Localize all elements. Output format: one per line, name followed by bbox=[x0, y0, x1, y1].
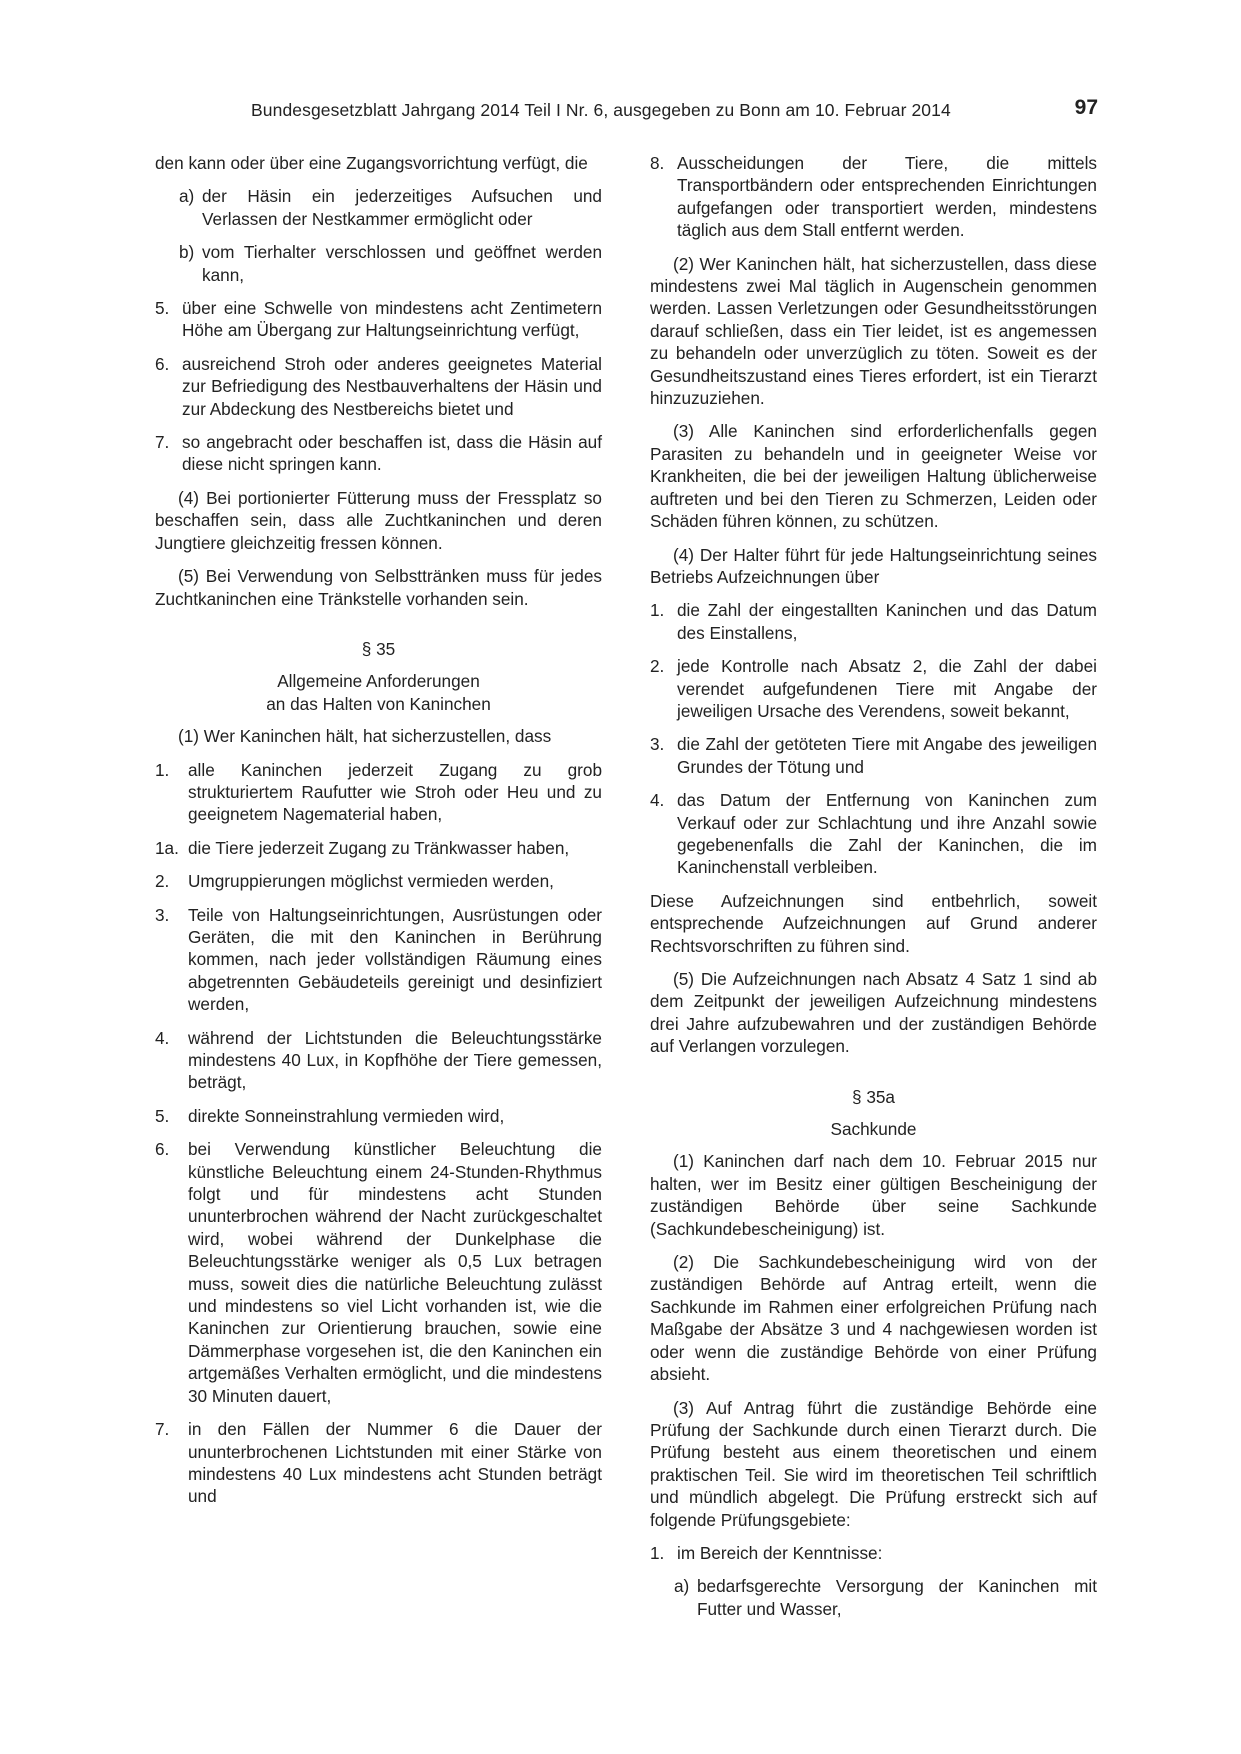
item-text: im Bereich der Kenntnisse: bbox=[677, 1542, 883, 1563]
item-number: 2. bbox=[650, 656, 665, 677]
item-number: 1. bbox=[650, 600, 665, 621]
item-text: über eine Schwelle von mindestens acht Zentimetern Höhe am Übergang zur Haltungseinrichtung verfügt, bbox=[182, 298, 602, 341]
section-number: § 35 bbox=[361, 638, 396, 659]
item-number: 1. bbox=[155, 759, 170, 780]
item-text: die Tiere jederzeit Zugang zu Tränkwasser haben, bbox=[188, 837, 570, 858]
item-text: bei Verwendung künstlicher Beleuchtung die künstliche Beleuchtung einem 24-Stunden-Rhythmus folgt und für mindestens acht Stunden ununterbrochen während der Nacht zurückgeschaltet wird, wobei während der Dunkelphase die Beleuchtungsstärke weniger als 0,5 Lux betragen muss, soweit dies die natürliche Beleuchtung zulässt und mindestens so viel Licht vorhanden ist, wie die Kaninchen zur Orientierung brauchen, sowie eine Dämmerphase vorgesehen ist, die den Kaninchen ein artgemäßes Verhalten ermöglicht, und die mindestens 30 Minuten dauert, bbox=[188, 1139, 602, 1406]
item-text: in den Fällen der Nummer 6 die Dauer der ununterbrochenen Lichtstunden mit einer Stärke von mindestens 40 Lux mindestens acht Stunden beträgt und bbox=[188, 1419, 602, 1507]
list-item bbox=[650, 152, 1097, 242]
item-number: 7. bbox=[155, 1419, 170, 1440]
item-text: das Datum der Entfernung von Kaninchen zum Verkauf oder zur Schlachtung und ihre Anzahl sowie gegebenenfalls die Zahl der Kaninchen, die im Kaninchenstall verbleiben. bbox=[677, 790, 1097, 878]
list-item bbox=[155, 353, 602, 420]
list-item bbox=[155, 759, 602, 826]
publication-title: Bundesgesetzblatt Jahrgang 2014 Teil I Nr. 6, ausgegeben zu Bonn am 10. Februar 2014 bbox=[251, 100, 951, 120]
item-text: Teile von Haltungseinrichtungen, Ausrüstungen oder Geräten, die mit den Kaninchen in Berührung kommen, nach jeder vollständigen Räumung eines abgetrennten Gebäudeteils gereinigt und desinfiziert werden, bbox=[188, 904, 602, 1015]
item-text: Ausscheidungen der Tiere, die mittels Transportbändern oder entsprechenden Einrichtungen aufgefangen oder transportiert werden, mindestens täglich aus dem Stall entfernt werden. bbox=[677, 153, 1097, 241]
page-number: 97 bbox=[1074, 96, 1098, 119]
left-column bbox=[155, 152, 602, 1519]
paragraph: (2) Wer Kaninchen hält, hat sicherzustellen, dass diese mindestens zwei Mal täglich in Augenschein genommen werden. Lassen Verletzungen oder Gesundheitsstörungen darauf schließen, dass ein Tier leidet, ist es angemessen zu behandeln oder unverzüglich zu töten. Soweit es der Gesundheitszustand eines Tieres erfordert, ist ein Tierarzt hinzuzuziehen. bbox=[650, 253, 1097, 409]
list-item bbox=[674, 1575, 1097, 1620]
item-number: 6. bbox=[155, 353, 170, 374]
item-number: 3. bbox=[155, 904, 170, 925]
list-item bbox=[155, 1138, 602, 1407]
page-header bbox=[0, 98, 1241, 126]
section-number: § 35a bbox=[851, 1086, 895, 1107]
list-item bbox=[650, 655, 1097, 722]
list-item bbox=[155, 904, 602, 1016]
item-number: 7. bbox=[155, 432, 170, 453]
paragraph: (4) Der Halter führt für jede Haltungseinrichtung seines Betriebs Aufzeichnungen über bbox=[650, 544, 1097, 587]
item-text: direkte Sonneinstrahlung vermieden wird, bbox=[188, 1105, 505, 1126]
list-item bbox=[155, 431, 602, 476]
item-number: b) bbox=[179, 242, 195, 263]
item-number: a) bbox=[674, 1576, 690, 1597]
item-text: die Zahl der eingestallten Kaninchen und das Datum des Einstallens, bbox=[677, 600, 1097, 643]
item-text: so angebracht oder beschaffen ist, dass die Häsin auf diese nicht springen kann. bbox=[182, 432, 602, 475]
item-number: 1a. bbox=[155, 837, 179, 858]
section-heading bbox=[155, 670, 602, 715]
item-number: a) bbox=[179, 186, 195, 207]
item-text: ausreichend Stroh oder anderes geeignetes Material zur Befriedigung des Nestbauverhaltens der Häsin und zur Abdeckung des Nestbereichs bietet und bbox=[182, 353, 602, 419]
item-number: 3. bbox=[650, 734, 665, 755]
paragraph: (5) Die Aufzeichnungen nach Absatz 4 Satz 1 sind ab dem Zeitpunkt der jeweiligen Aufzeichnung mindestens drei Jahre aufzubewahren und der zuständigen Behörde auf Verlangen vorzulegen. bbox=[650, 969, 1097, 1057]
list-item bbox=[179, 185, 602, 230]
item-number: 6. bbox=[155, 1139, 170, 1160]
item-number: 8. bbox=[650, 153, 665, 173]
paragraph: (4) Bei portionierter Fütterung muss der Fressplatz so beschaffen sein, dass alle Zuchtkaninchen und deren Jungtiere gleichzeitig fressen können. bbox=[155, 487, 602, 553]
item-text: während der Lichtstunden die Beleuchtungsstärke mindestens 40 Lux, in Kopfhöhe der Tiere gemessen, beträgt, bbox=[188, 1027, 602, 1093]
item-text: die Zahl der getöteten Tiere mit Angabe des jeweiligen Grundes der Tötung und bbox=[677, 734, 1097, 777]
list-item bbox=[155, 297, 602, 342]
list-item bbox=[650, 733, 1097, 778]
continuation-text: den kann oder über eine Zugangsvorrichtung verfügt, die bbox=[155, 153, 588, 173]
item-text: jede Kontrolle nach Absatz 2, die Zahl der dabei verendet aufgefundenen Tiere mit Angabe der jeweiligen Ursache des Verendens, soweit bekannt, bbox=[677, 656, 1097, 721]
list-item bbox=[650, 1542, 1097, 1564]
item-text: alle Kaninchen jederzeit Zugang zu grob strukturiertem Raufutter wie Stroh oder Heu und zu geeignetem Nagematerial haben, bbox=[188, 759, 602, 825]
right-column bbox=[650, 152, 1097, 1631]
item-text: der Häsin ein jederzeitiges Aufsuchen und Verlassen der Nestkammer ermöglicht oder bbox=[202, 186, 602, 229]
list-item bbox=[155, 1027, 602, 1094]
paragraph: (5) Bei Verwendung von Selbsttränken muss für jedes Zuchtkaninchen eine Tränkstelle vorhanden sein. bbox=[155, 566, 602, 609]
section-heading: Sachkunde bbox=[830, 1119, 917, 1140]
item-number: 4. bbox=[650, 790, 665, 811]
item-number: 4. bbox=[155, 1027, 170, 1048]
section-heading-line: Allgemeine Anforderungen bbox=[277, 671, 480, 692]
paragraph: (3) Auf Antrag führt die zuständige Behörde eine Prüfung der Sachkunde durch einen Tierarzt durch. Die Prüfung besteht aus einem theoretischen und einem praktischen Teil. Sie wird im theoretischen Teil schriftlich und mündlich abgelegt. Die Prüfung erstreckt sich auf folgende Prüfungsgebiete: bbox=[650, 1397, 1097, 1530]
paragraph: Diese Aufzeichnungen sind entbehrlich, soweit entsprechende Aufzeichnungen auf Grund anderer Rechtsvorschriften zu führen sind. bbox=[650, 890, 1097, 956]
item-number: 1. bbox=[650, 1542, 665, 1563]
paragraph: (3) Alle Kaninchen sind erforderlichenfalls gegen Parasiten zu behandeln und in geeigneter Weise vor Krankheiten, die bei der jeweiligen Haltung üblicherweise auftreten und bei den Tieren zu Schmerzen, Leiden oder Schäden führen können, zu schützen. bbox=[650, 421, 1097, 532]
list-item bbox=[179, 241, 602, 286]
list-item bbox=[155, 837, 602, 859]
paragraph: (2) Die Sachkundebescheinigung wird von der zuständigen Behörde auf Antrag erteilt, wenn die Sachkunde im Rahmen einer erfolgreichen Prüfung nach Maßgabe der Absätze 3 und 4 nachgewiesen worden ist oder wenn die zuständige Behörde von einer Prüfung absieht. bbox=[650, 1252, 1097, 1385]
list-item bbox=[155, 1418, 602, 1508]
item-number: 5. bbox=[155, 298, 170, 319]
list-item bbox=[155, 1105, 602, 1127]
list-item bbox=[650, 599, 1097, 644]
item-text: vom Tierhalter verschlossen und geöffnet werden kann, bbox=[202, 242, 602, 285]
list-item bbox=[155, 870, 602, 892]
item-number: 2. bbox=[155, 871, 170, 892]
paragraph: (1) Kaninchen darf nach dem 10. Februar 2015 nur halten, wer im Besitz einer gültigen Bescheinigung der zuständigen Behörde über seine Sachkunde (Sachkundebescheinigung) ist. bbox=[650, 1151, 1097, 1239]
item-text: Umgruppierungen möglichst vermieden werden, bbox=[188, 871, 554, 892]
item-text: bedarfsgerechte Versorgung der Kaninchen mit Futter und Wasser, bbox=[697, 1576, 1097, 1619]
paragraph: (1) Wer Kaninchen hält, hat sicherzustellen, dass bbox=[178, 726, 552, 747]
section-heading-line: an das Halten von Kaninchen bbox=[266, 693, 491, 714]
list-item bbox=[650, 789, 1097, 879]
item-number: 5. bbox=[155, 1105, 170, 1126]
